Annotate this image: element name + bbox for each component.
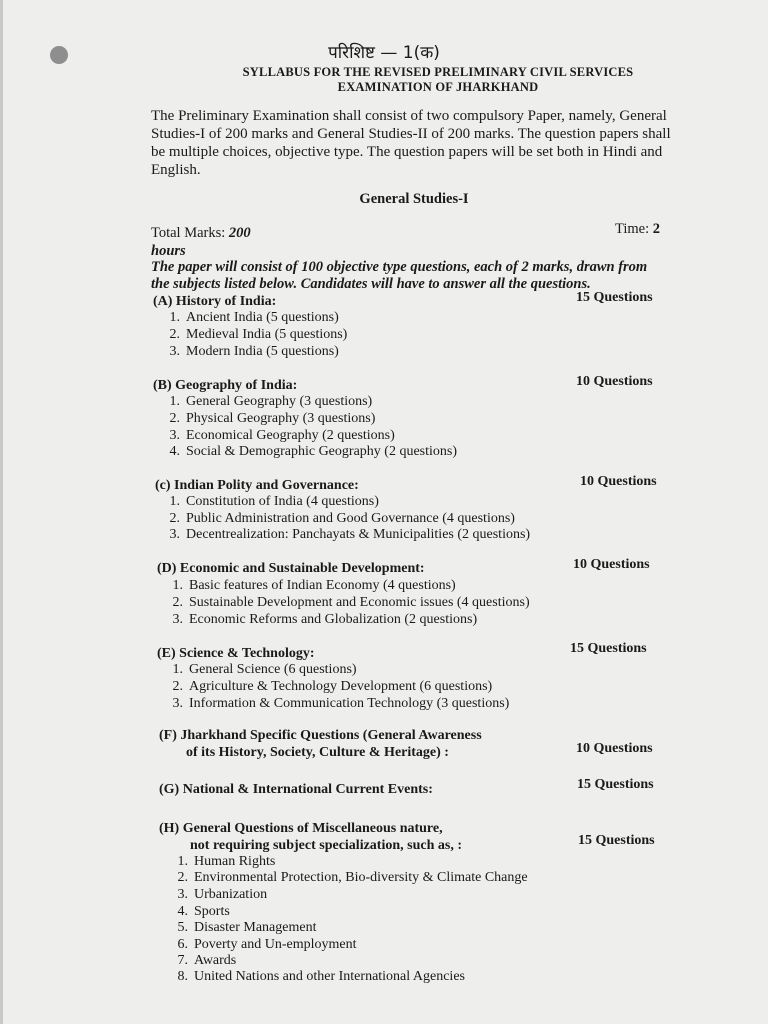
total-marks	[151, 225, 251, 242]
list-item: 2. Environmental Protection, Bio-diversity & Climate Change	[177, 870, 528, 885]
section-h-questions: 15 Questions	[578, 833, 655, 848]
section-d-questions: 10 Questions	[573, 557, 650, 572]
intro-paragraph: The Preliminary Examination shall consist of two compulsory Paper, namely, General Studies-I of 200 marks and General Studies-II of 200 marks. The question papers shall be multiple choices, objective type. The question papers will be set both in Hindi and English.	[151, 108, 671, 178]
time	[615, 221, 660, 238]
list-item: 1. Constitution of India (4 questions)	[169, 494, 379, 509]
heading-line-2: EXAMINATION OF JHARKHAND	[337, 80, 539, 94]
appendix-label: परिशिष्ट — 1(क)	[328, 43, 440, 63]
list-item: 5. Disaster Management	[177, 920, 317, 935]
total-marks-value: 200	[228, 225, 251, 241]
section-g-questions: 15 Questions	[577, 777, 654, 792]
list-item: 1. Human Rights	[177, 854, 276, 869]
section-f-questions: 10 Questions	[576, 741, 653, 756]
list-item: 3. Economic Reforms and Globalization (2 questions)	[172, 612, 478, 627]
list-item: 1. Basic features of Indian Economy (4 questions)	[172, 578, 456, 593]
list-item: 2. Physical Geography (3 questions)	[169, 411, 376, 426]
section-g-title: (G) National & International Current Events:	[159, 782, 433, 797]
list-item: 3. Economical Geography (2 questions)	[169, 428, 395, 443]
section-c-title: (c) Indian Polity and Governance:	[155, 478, 359, 493]
section-h-title-line-2: not requiring subject specialization, such as, :	[190, 838, 462, 853]
section-c-questions: 10 Questions	[580, 474, 657, 489]
list-item: 2. Agriculture & Technology Development (6 questions)	[172, 679, 493, 694]
list-item: 3. Information & Communication Technology (3 questions)	[172, 696, 510, 711]
time-value: 2	[652, 221, 660, 237]
section-b-questions: 10 Questions	[576, 374, 653, 389]
list-item: 3. Modern India (5 questions)	[169, 344, 339, 359]
page-edge	[0, 0, 3, 1024]
total-marks-label: Total Marks:	[151, 225, 229, 241]
section-b-title: (B) Geography of India:	[153, 378, 298, 393]
section-d-title: (D) Economic and Sustainable Development:	[157, 561, 425, 576]
list-item: 1. General Geography (3 questions)	[169, 394, 373, 409]
list-item: 1. Ancient India (5 questions)	[169, 310, 339, 325]
instruction-line-2: the subjects listed below. Candidates will have to answer all the questions.	[151, 276, 591, 292]
paper-title: General Studies-I	[359, 191, 469, 207]
section-a-questions: 15 Questions	[576, 290, 653, 305]
list-item: 4. Sports	[177, 904, 230, 919]
list-item: 2. Sustainable Development and Economic issues (4 questions)	[172, 595, 530, 610]
instruction-line-1: The paper will consist of 100 objective type questions, each of 2 marks, drawn from	[151, 259, 648, 275]
section-h-title: (H) General Questions of Miscellaneous nature,	[159, 821, 443, 836]
list-item: 4. Social & Demographic Geography (2 questions)	[169, 444, 457, 459]
time-label: Time:	[615, 221, 653, 237]
list-item: 8. United Nations and other International Agencies	[177, 969, 465, 984]
heading-line-1: SYLLABUS FOR THE REVISED PRELIMINARY CIVIL SERVICES	[242, 65, 634, 79]
list-item: 3. Urbanization	[177, 887, 268, 902]
section-f-title: (F) Jharkhand Specific Questions (General Awareness	[159, 728, 482, 743]
list-item: 1. General Science (6 questions)	[172, 662, 357, 677]
hours-text: hours	[151, 243, 186, 259]
list-item: 3. Decentrealization: Panchayats & Municipalities (2 questions)	[169, 527, 531, 542]
section-e-questions: 15 Questions	[570, 641, 647, 656]
list-item: 6. Poverty and Un-employment	[177, 937, 357, 952]
list-item: 7. Awards	[177, 953, 237, 968]
list-item: 2. Public Administration and Good Governance (4 questions)	[169, 511, 515, 526]
section-e-title: (E) Science & Technology:	[157, 646, 315, 661]
section-f-title-line-2: of its History, Society, Culture & Heritage) :	[186, 745, 449, 760]
list-item: 2. Medieval India (5 questions)	[169, 327, 348, 342]
section-a-title: (A) History of India:	[153, 294, 277, 309]
